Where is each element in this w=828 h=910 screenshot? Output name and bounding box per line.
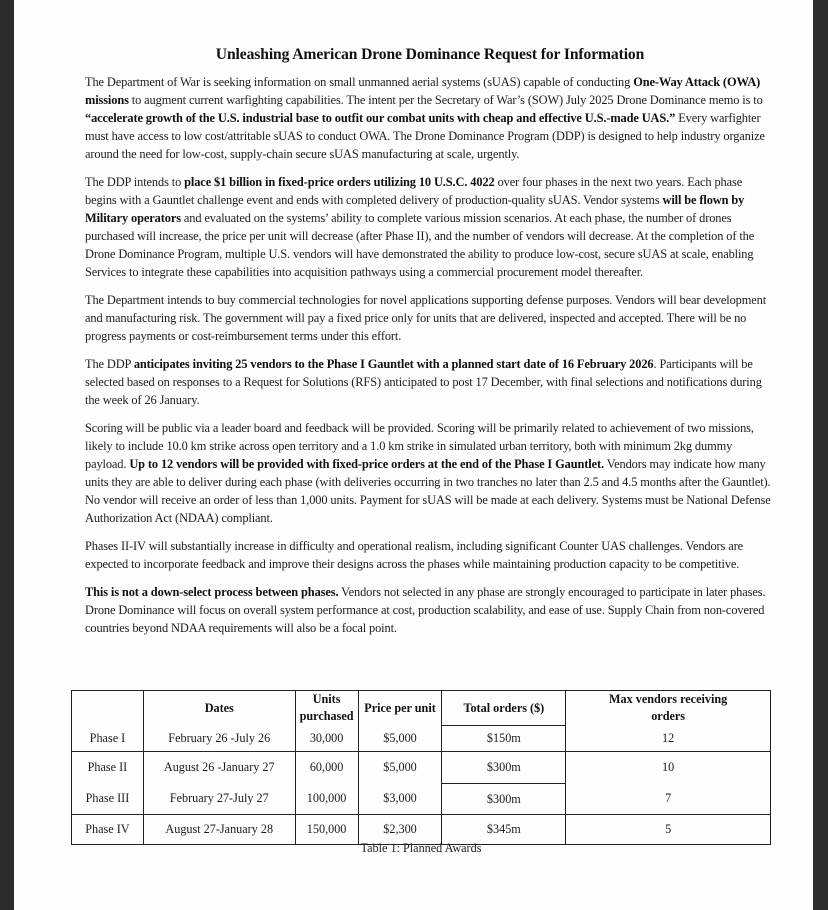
cell-phase: Phase I: [72, 726, 144, 752]
text: The Department of War is seeking information on small unmanned aerial systems (sUAS) capable of conducting: [85, 75, 634, 89]
cell-max-vendors: 10: [566, 752, 771, 784]
bold-text: will be flown by Military operators: [85, 193, 745, 225]
text: Every warfighter must have access to low cost/attritable sUAS to conduct OWA. The Drone Dominance Program (DDP) is designed to help industry organize around the need for low-cost, supply-chain secure sUAS manufacturing at scale, urgently.: [85, 111, 765, 161]
header-dates: Dates: [143, 691, 295, 726]
cell-units: 30,000: [295, 726, 358, 752]
paragraph: [85, 355, 775, 409]
document-title: Unleashing American Drone Dominance Request for Information: [215, 46, 645, 63]
cell-total: $300m: [442, 752, 566, 784]
table-row: [72, 784, 771, 815]
table-caption: Table 1: Planned Awards: [360, 841, 482, 855]
text: and evaluated on the systems’ ability to complete various mission scenarios. At each phase, the number of drones purchased will increase, the price per unit will decrease (after Phase II), and the number of vendors will decrease. At the completion of the Drone Dominance Program, multiple U.S. vendors will have demonstrated the ability to produce low-cost, secure sUAS at scale, enabling Services to integrate these capabilities into acquisition pathways using a commercial procurement model thereafter.: [85, 211, 755, 279]
cell-phase: Phase II: [72, 752, 144, 784]
planned-awards-table: [71, 690, 771, 845]
cell-total: $300m: [442, 784, 566, 815]
cell-dates: August 26 -January 27: [143, 752, 295, 784]
cell-units: 100,000: [295, 784, 358, 815]
text: The DDP: [85, 357, 134, 371]
text: Vendors may indicate how many units they are able to deliver during each phase (with deliveries occurring in two tranches no later than 2.5 and 4.5 months after the Gauntlet). No vendor will receive an order of less than 1,000 units. Payment for sUAS will be made at each delivery. Systems must be National Defense Authorization Act (NDAA) compliant.: [85, 457, 771, 525]
header-max-vendors: Max vendors receiving orders: [566, 691, 771, 726]
text: Phases II-IV will substantially increase in difficulty and operational realism, including significant Counter UAS challenges. Vendors are expected to incorporate feedback and improve their designs across the phases while maintaining production capacity to be competitive.: [85, 539, 744, 571]
paragraph: [85, 583, 775, 637]
cell-total: $345m: [442, 815, 566, 845]
cell-total: $150m: [442, 726, 566, 752]
cell-units: 60,000: [295, 752, 358, 784]
text: to augment current warfighting capabilities. The intent per the Secretary of War’s (SOW) July 2025 Drone Dominance memo is to: [128, 93, 763, 107]
table-row: [72, 726, 771, 752]
text: over four phases in the next two years. Each phase begins with a Gauntlet challenge event and ends with completed delivery of production-quality sUAS. Vendor systems: [85, 175, 743, 207]
header-price: Price per unit: [358, 691, 442, 726]
cell-phase: Phase IV: [72, 815, 144, 845]
cell-max-vendors: 5: [566, 815, 771, 845]
text: The Department intends to buy commercial technologies for novel applications supporting defense purposes. Vendors will bear development and manufacturing risk. The government will pay a fixed price only for units that are delivered, inspected and accepted. There will be no progress payments or cost-reimbursement terms under this effort.: [85, 293, 767, 343]
bold-text: anticipates inviting 25 vendors to the Phase I Gauntlet with a planned start date of 16 February 2026: [133, 357, 654, 371]
text: Vendors not selected in any phase are strongly encouraged to participate in later phases. Drone Dominance will focus on overall system performance at cost, production scalability, and ease of use. Supply Chain from non-covered countries beyond NDAA requirements will also be a focal point.: [85, 585, 766, 635]
header-phase: [72, 691, 144, 726]
bold-text: This is not a down-select process between phases.: [85, 585, 339, 599]
text: Scoring will be public via a leader board and feedback will be provided. Scoring will be primarily related to achievement of two missions, likely to include 10.0 km strike across open territory and a 1.0 km strike in simulated urban territory, both with minimum 2kg dummy payload.: [85, 421, 754, 471]
cell-price: $3,000: [358, 784, 442, 815]
cell-dates: February 27-July 27: [143, 784, 295, 815]
cell-price: $2,300: [358, 815, 442, 845]
cell-dates: August 27-January 28: [143, 815, 295, 845]
paragraph: [85, 173, 775, 281]
paragraphs: [85, 73, 775, 637]
paragraph: [85, 291, 775, 345]
text: . Participants will be selected based on responses to a Request for Solutions (RFS) anticipated to post 17 December, with final selections and notifications during the week of 26 January.: [85, 357, 762, 407]
cell-price: $5,000: [358, 726, 442, 752]
table-row: [72, 752, 771, 784]
header-total: Total orders ($): [442, 691, 566, 726]
bold-text: One-Way Attack (OWA) missions: [85, 75, 761, 107]
bold-text: “accelerate growth of the U.S. industrial base to outfit our combat units with cheap and effective U.S.-made UAS.”: [85, 111, 676, 125]
bold-text: Up to 12 vendors will be provided with fixed-price orders at the end of the Phase I Gauntlet.: [129, 457, 604, 471]
cell-phase: Phase III: [72, 784, 144, 815]
header-units: Units purchased: [295, 691, 358, 726]
cell-max-vendors: 12: [566, 726, 771, 752]
text: The DDP intends to: [85, 175, 185, 189]
paragraph: [85, 537, 775, 573]
cell-dates: February 26 -July 26: [143, 726, 295, 752]
bold-text: place $1 billion in fixed-price orders utilizing 10 U.S.C. 4022: [184, 175, 495, 189]
paragraph: [85, 419, 775, 527]
document-body: [85, 46, 775, 647]
cell-units: 150,000: [295, 815, 358, 845]
table-row: [72, 815, 771, 845]
cell-max-vendors: 7: [566, 784, 771, 815]
cell-price: $5,000: [358, 752, 442, 784]
table-header-row: [72, 691, 771, 726]
paragraph: [85, 73, 775, 163]
